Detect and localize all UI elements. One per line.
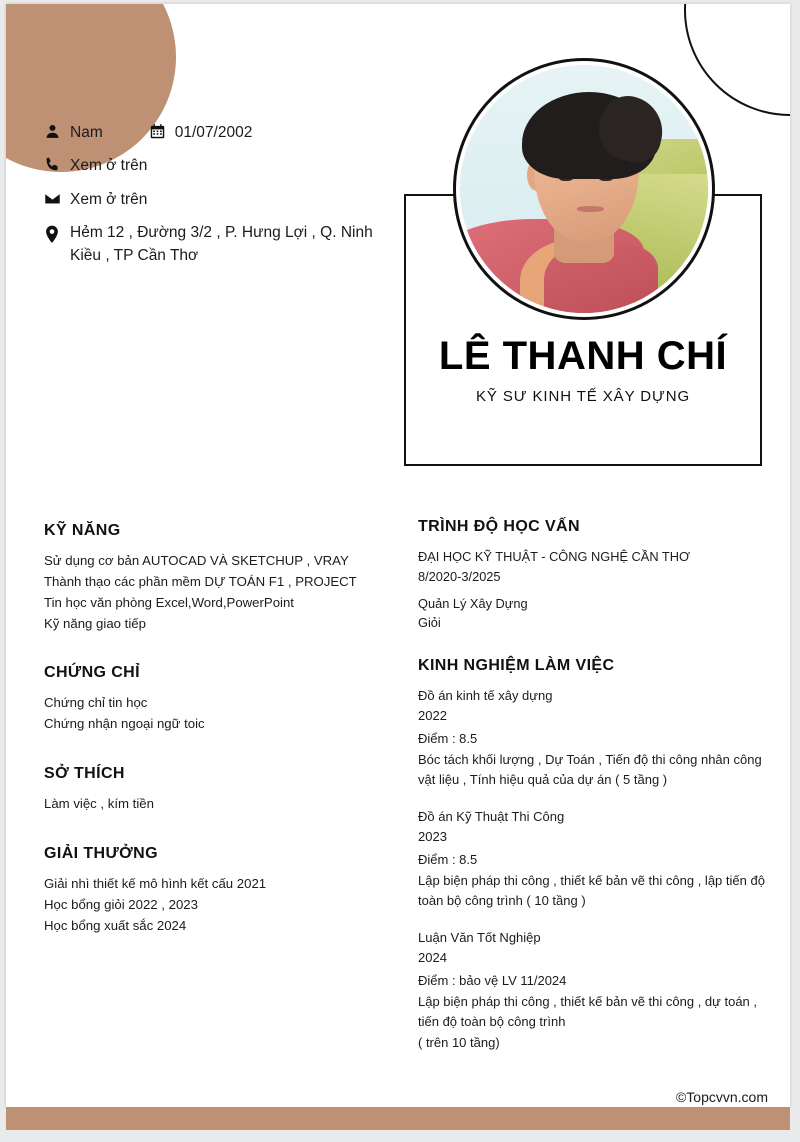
section-experience (418, 657, 768, 1052)
education-major: Quản Lý Xây Dựng (418, 595, 528, 611)
avatar-photo (460, 65, 708, 313)
list-item (418, 686, 768, 790)
experience-description-extra: ( trên 10 tầng) (418, 1034, 500, 1050)
footer-credit: ©Topcvvn.com (675, 1089, 768, 1105)
list-item: Học bổng giỏi 2022 , 2023 (44, 896, 198, 912)
map-pin-icon (44, 222, 70, 243)
list-item (418, 807, 768, 911)
contact-email-value: Xem ở trên (70, 190, 148, 208)
education-school: ĐẠI HỌC KỸ THUẬT - CÔNG NGHỆ CẦN THƠ (418, 549, 690, 564)
contact-phone-value: Xem ở trên (70, 157, 148, 175)
section-heading-interests: SỞ THÍCH (44, 765, 125, 783)
person-icon (44, 122, 70, 140)
section-certificates (44, 664, 389, 735)
experience-description: Lập biện pháp thi công , thiết kế bản vẽ thi công , dự toán , tiến độ toàn bộ công trình (418, 994, 757, 1030)
contact-row-gender-birthdate (44, 122, 394, 144)
calendar-icon (149, 122, 175, 140)
experience-description: Lập biện pháp thi công , thiết kế bản vẽ thi công , lập tiến độ toàn bộ công trình ( 10 tầng ) (418, 873, 765, 909)
experience-score: Điểm : 8.5 (418, 731, 478, 747)
list-item: Giải nhì thiết kế mô hình kết cấu 2021 (44, 876, 267, 892)
experience-year: 2024 (418, 949, 447, 965)
contact-email (44, 189, 394, 211)
experience-title: Đồ án Kỹ Thuật Thi Công (418, 809, 565, 825)
education-grade: Giỏi (418, 615, 441, 631)
section-heading-education: TRÌNH ĐỘ HỌC VẤN (418, 518, 580, 535)
experience-title: Đồ án kinh tế xây dựng (418, 688, 553, 704)
contact-gender (44, 122, 103, 144)
section-heading-skills: KỸ NĂNG (44, 522, 121, 539)
education-period: 8/2020-3/2025 (418, 568, 501, 584)
section-skills (44, 522, 389, 634)
avatar (453, 58, 715, 320)
experience-score: Điểm : 8.5 (418, 852, 478, 868)
phone-icon (44, 155, 70, 173)
right-column (418, 518, 768, 1071)
page-title: LÊ THANH CHÍ (438, 334, 728, 378)
experience-score: Điểm : bảo vệ LV 11/2024 (418, 973, 567, 989)
section-education (418, 518, 768, 633)
list-item: Sử dụng cơ bản AUTOCAD VÀ SKETCHUP , VRAY (44, 553, 349, 568)
experience-year: 2023 (418, 828, 447, 844)
list-item: Thành thạo các phần mềm DỰ TOÁN F1 , PROJECT (44, 573, 357, 589)
list-item: Làm việc , kím tiền (44, 796, 154, 812)
list-item: Tin học văn phòng Excel,Word,PowerPoint (44, 594, 294, 610)
experience-year: 2022 (418, 707, 447, 723)
experience-description: Bóc tách khối lượng , Dự Toán , Tiến độ thi công nhân công vật liệu , Tính hiệu quả của dự án ( 5 tầng ) (418, 752, 762, 788)
section-awards (44, 845, 389, 937)
experience-title: Luận Văn Tốt Nghiệp (418, 930, 541, 946)
footer-accent-bar (6, 1107, 790, 1130)
list-item: Kỹ năng giao tiếp (44, 615, 146, 631)
contact-birthdate (149, 122, 253, 144)
envelope-icon (44, 189, 70, 207)
contact-birthdate-value: 01/07/2002 (174, 124, 253, 141)
name-title-group (404, 334, 762, 405)
section-heading-experience: KINH NGHIỆM LÀM VIỆC (418, 657, 615, 675)
section-heading-awards: GIẢI THƯỞNG (44, 845, 158, 863)
contact-block (44, 122, 394, 278)
list-item: Chứng nhận ngoại ngữ toic (44, 716, 205, 732)
section-interests (44, 765, 389, 815)
job-title: KỸ SƯ KINH TẾ XÂY DỰNG (475, 387, 691, 405)
contact-address (44, 222, 394, 267)
contact-gender-value: Nam (70, 124, 103, 141)
contact-address-value: Hẻm 12 , Đường 3/2 , P. Hưng Lợi , Q. Ninh Kiều , TP Cần Thơ (70, 224, 373, 264)
list-item: Chứng chỉ tin học (44, 695, 148, 711)
list-item (418, 928, 768, 1052)
list-item: Học bổng xuất sắc 2024 (44, 917, 187, 933)
cv-sheet (6, 4, 790, 1107)
section-heading-certificates: CHỨNG CHỈ (44, 664, 140, 682)
left-column (44, 522, 389, 967)
contact-phone (44, 155, 394, 177)
